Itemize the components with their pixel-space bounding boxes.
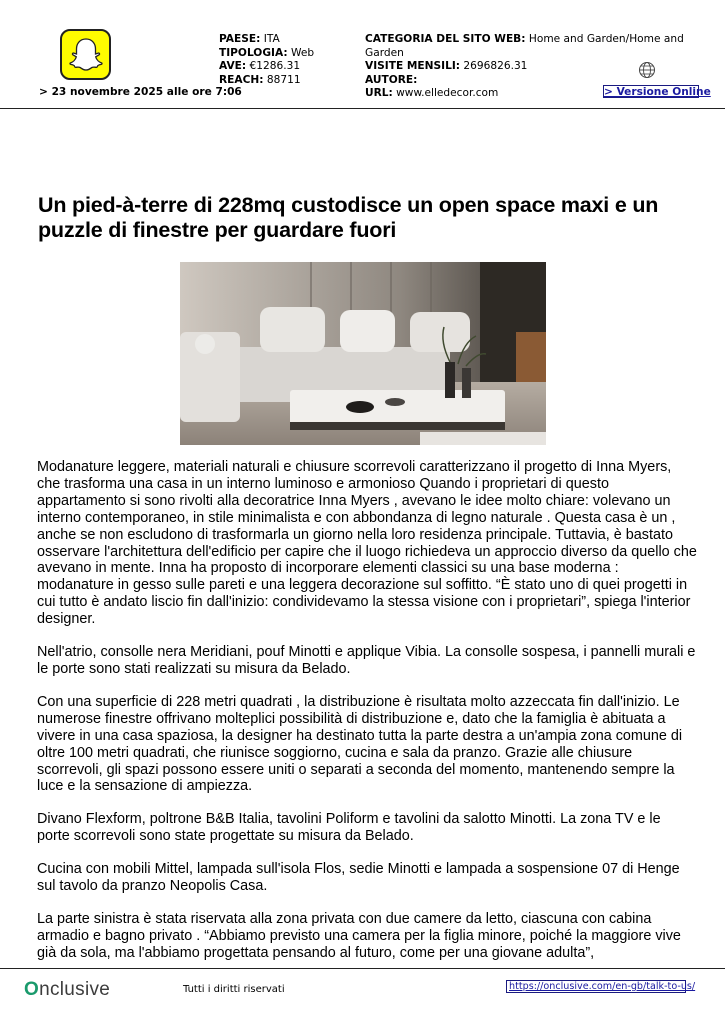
paragraph: Modanature leggere, materiali naturali e chiusure scorrevoli caratterizzano il progetto di Inna Myers, che trasforma una casa in un interno luminoso e armonioso Quando i proprietari di questo appartamento si sono rivolti alla decoratrice Inna Myers , avevano le idee molto chiare: volevano un interno contemporaneo, in stile minimalista e con abbondanza di legno naturale . Questa casa è un , anche se non escludono di trasformarla un giorno nella loro residenza principale. Tuttavia, è bastato osservare l'architettura dell'edificio per capire che il luogo richiedeva un approccio diverso da quello che avevano in mente. Inna ha proposto di incorporare elementi classici su una base moderna : modanature in gesso sulle pareti e una leggera decorazione sul soffitto. “È stato uno di quei progetti in cui tutto è andato liscio fin dall'inizio: condividevamo la stessa visione con i proprietari”, spiega l'interior designer. [37, 459, 697, 628]
article-photo [180, 262, 546, 445]
meta-url: URL: www.elledecor.com [365, 87, 499, 100]
globe-icon [638, 61, 656, 79]
snapchat-logo [60, 29, 111, 80]
paragraph: La parte sinistra è stata riservata alla zona privata con due camere da letto, ciascuna con cabina armadio e bagno privato . “Abbiamo previsto una camera per la figlia minore, poiché la maggiore vive già da sola, ma l'abbiamo progettata pensando al futuro, come per una giovane adulta”, [37, 910, 681, 961]
meta-visits: VISITE MENSILI: 2696826.31 [365, 60, 528, 73]
meta-left [219, 33, 314, 87]
paragraph: Divano Flexform, poltrone B&B Italia, tavolini Poliform e tavolini da salotto Minotti. La zona TV e le porte scorrevoli sono state progettate su misura da Belado. [37, 811, 661, 845]
onclusive-logo: Onclusive [24, 979, 111, 1000]
ghost-icon [69, 37, 103, 73]
onclusive-contact-link[interactable]: https://onclusive.com/en-gb/talk-to-us/ [506, 980, 686, 993]
paragraph: Cucina con mobili Mittel, lampada sull'isola Flos, sedie Minotti e lampada a sospensione 07 di Henge sul tavolo da pranzo Neopolis Casa. [37, 861, 680, 895]
meta-country: PAESE: ITA [219, 33, 280, 45]
meta-type: TIPOLOGIA: Web [219, 46, 315, 59]
publication-date: > 23 novembre 2025 alle ore 7:06 [39, 86, 242, 98]
meta-reach: REACH: 88711 [219, 73, 301, 86]
paragraph: Con una superficie di 228 metri quadrati , la distribuzione è risultata molto azzeccata fin dall'inizio. Le numerose finestre offrivano molteplici possibilità di distribuzione e, dato che la famiglia è abituata a vivere in una casa spaziosa, la designer ha destinato tutta la parte destra a un'ampia zona comune di oltre 100 metri quadrati, che riunisce soggiorno, cucina e sala da pranzo. Grazie alle chiusure scorrevoli, gli spazi possono essere uniti o separati a seconda del momento, mantenendo sempre la luce e la sensazione di ampiezza. [37, 693, 683, 795]
paragraph: Nell'atrio, consolle nera Meridiani, pouf Minotti e applique Vibia. La consolle sospesa, i pannelli murali e le porte sono stati realizzati su misura da Belado. [37, 644, 696, 677]
footer-divider [0, 968, 725, 969]
article-title: Un pied-à-terre di 228mq custodisce un open space maxi e un puzzle di finestre per guardare fuori [38, 193, 659, 242]
header-divider [0, 108, 725, 109]
article-body [37, 459, 697, 978]
rights-notice: Tutti i diritti riservati [183, 984, 285, 995]
meta-author: AUTORE: [365, 73, 418, 86]
online-version-link[interactable]: > Versione Online [604, 86, 711, 98]
meta-category: CATEGORIA DEL SITO WEB: Home and Garden/Home and Garden [365, 33, 684, 59]
meta-ave: AVE: €1286.31 [219, 60, 301, 73]
